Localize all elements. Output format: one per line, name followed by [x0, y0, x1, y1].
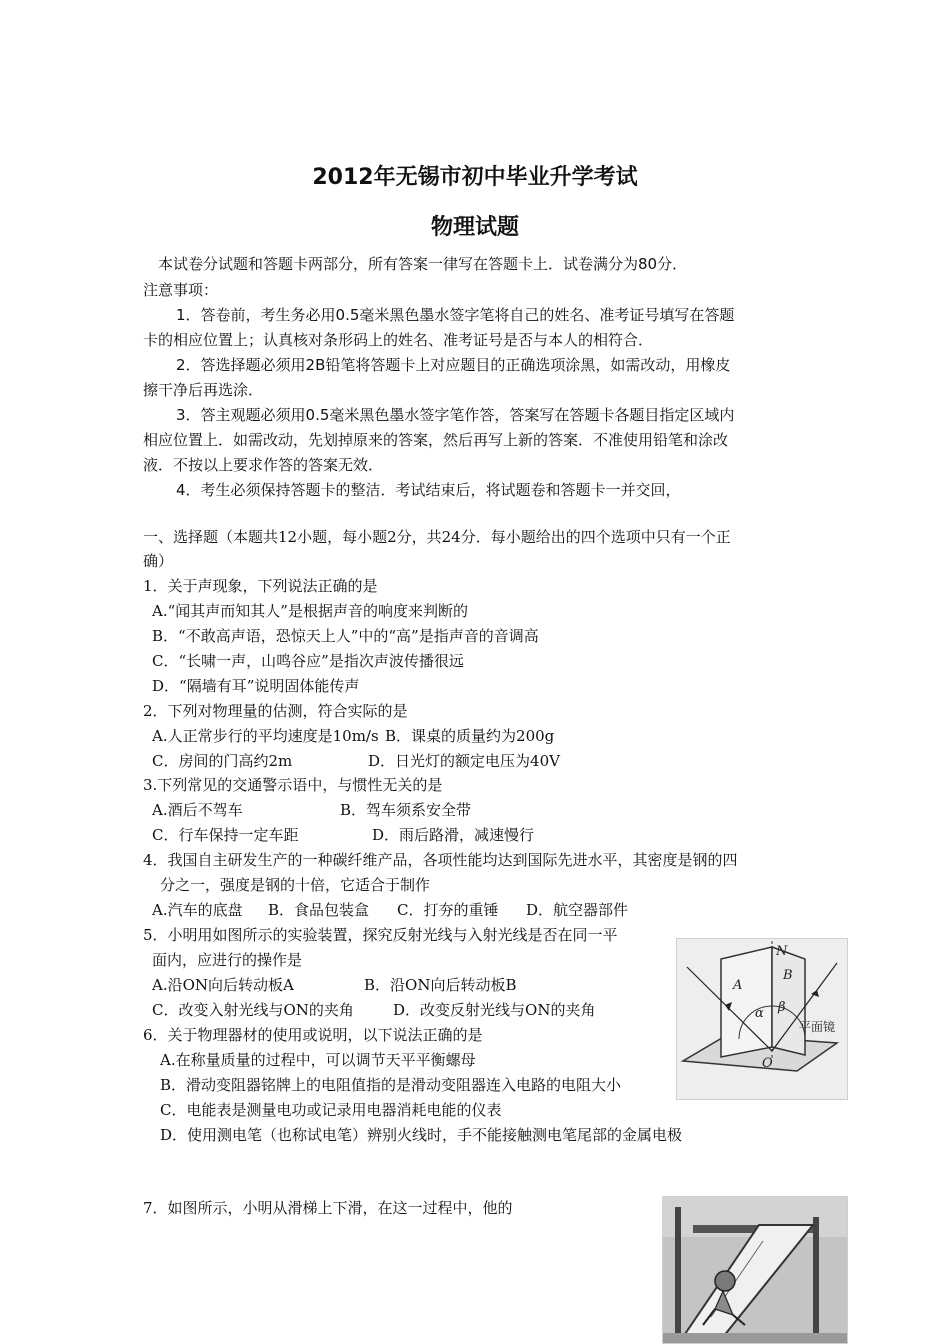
label-n: N — [776, 944, 788, 959]
reflection-apparatus-figure — [676, 938, 848, 1100]
option: C．打夯的重锤 — [397, 901, 499, 919]
notes-heading: 注意事项： — [143, 281, 219, 299]
label-a: A — [733, 978, 743, 993]
option: D．日光灯的额定电压为40V — [368, 752, 560, 770]
option: B．“不敢高声语，恐惊天上人”中的“高”是指声音的音调高 — [152, 627, 539, 645]
exam-subtitle: 物理试题 — [430, 215, 519, 240]
option: A.人正常步行的平均速度是10m/s — [152, 727, 379, 745]
option: C．房间的门高约2m — [152, 752, 293, 770]
label-mirror: 平面镜 — [799, 1020, 836, 1034]
label-o: O — [762, 1056, 773, 1071]
section-heading: 一、选择题（本题共12小题，每小题2分，共24分．每小题给出的四个选项中只有一个正 — [143, 528, 731, 546]
slide-figure — [662, 1196, 848, 1344]
question-stem: 1．关于声现象，下列说法正确的是 — [143, 577, 378, 595]
option: B．滑动变阻器铭牌上的电阻值指的是滑动变阻器连入电路的电阻大小 — [160, 1076, 622, 1094]
intro-text: 本试卷分试题和答题卡两部分，所有答案一律写在答题卡上．试卷满分为80分． — [158, 255, 688, 273]
option: C．电能表是测量电功或记录用电器消耗电能的仪表 — [160, 1101, 502, 1119]
label-beta: β — [778, 1000, 786, 1015]
question-stem-cont: 面内，应进行的操作是 — [152, 951, 303, 969]
section-heading-cont: 确） — [143, 552, 174, 570]
option: D．改变反射光线与ON的夹角 — [393, 1001, 596, 1019]
option: D．雨后路滑，减速慢行 — [372, 826, 535, 844]
question-stem: 7．如图所示，小明从滑梯上下滑，在这一过程中，他的 — [143, 1199, 513, 1217]
option: C．“长啸一声，山鸣谷应”是指次声波传播很远 — [152, 652, 464, 670]
option: A.“闻其声而知其人”是根据声音的响度来判断的 — [152, 602, 468, 620]
exam-title: 2012年无锡市初中毕业升学考试 — [312, 165, 638, 190]
option: C．改变入射光线与ON的夹角 — [152, 1001, 354, 1019]
option: D．使用测电笔（也称试电笔）辨别火线时，手不能接触测电笔尾部的金属电极 — [160, 1126, 683, 1144]
note-line: 液．不按以上要求作答的答案无效． — [143, 456, 384, 474]
question-stem: 5．小明用如图所示的实验装置，探究反射光线与入射光线是否在同一平 — [143, 926, 618, 944]
option: A.沿ON向后转动板A — [152, 976, 294, 994]
note-line: 2．答选择题必须用2B铅笔将答题卡上对应题目的正确选项涂黑，如需改动，用橡皮 — [176, 356, 731, 374]
option: D．“隔墙有耳”说明固体能传声 — [152, 677, 360, 695]
note-line: 擦干净后再选涂． — [143, 381, 264, 399]
question-stem: 6．关于物理器材的使用或说明，以下说法正确的是 — [143, 1026, 483, 1044]
note-line: 4．考生必须保持答题卡的整洁．考试结束后，将试题卷和答题卡一并交回， — [176, 481, 681, 499]
note-line: 1．答卷前，考生务必用0.5毫米黑色墨水签字笔将自己的姓名、准考证号填写在答题 — [176, 306, 735, 324]
question-stem: 2．下列对物理量的估测，符合实际的是 — [143, 702, 408, 720]
question-stem: 3.下列常见的交通警示语中，与惯性无关的是 — [143, 776, 443, 794]
option: A.酒后不驾车 — [152, 801, 243, 819]
note-line: 3．答主观题必须用0.5毫米黑色墨水签字笔作答，答案写在答题卡各题目指定区域内 — [176, 406, 735, 424]
option: B．沿ON向后转动板B — [364, 976, 517, 994]
option: B．课桌的质量约为200g — [385, 727, 555, 745]
option: A.汽车的底盘 — [152, 901, 243, 919]
option: B．食品包装盒 — [268, 901, 370, 919]
question-stem-cont: 分之一，强度是钢的十倍，它适合于制作 — [160, 876, 431, 894]
label-alpha: α — [755, 1006, 764, 1021]
note-line: 相应位置上．如需改动，先划掉原来的答案，然后再写上新的答案．不准使用铅笔和涂改 — [143, 431, 729, 449]
note-line: 卡的相应位置上；认真核对条形码上的姓名、准考证号是否与本人的相符合． — [143, 331, 654, 349]
option: C．行车保持一定车距 — [152, 826, 299, 844]
option: B．驾车须系安全带 — [340, 801, 472, 819]
reflection-apparatus-drawing — [677, 939, 847, 1099]
question-stem: 4．我国自主研发生产的一种碳纤维产品，各项性能均达到国际先进水平，其密度是钢的四 — [143, 851, 738, 869]
option: D．航空器部件 — [526, 901, 629, 919]
label-b: B — [783, 968, 793, 983]
slide-drawing — [663, 1197, 847, 1343]
option: A.在称量质量的过程中，可以调节天平平衡螺母 — [160, 1051, 476, 1069]
